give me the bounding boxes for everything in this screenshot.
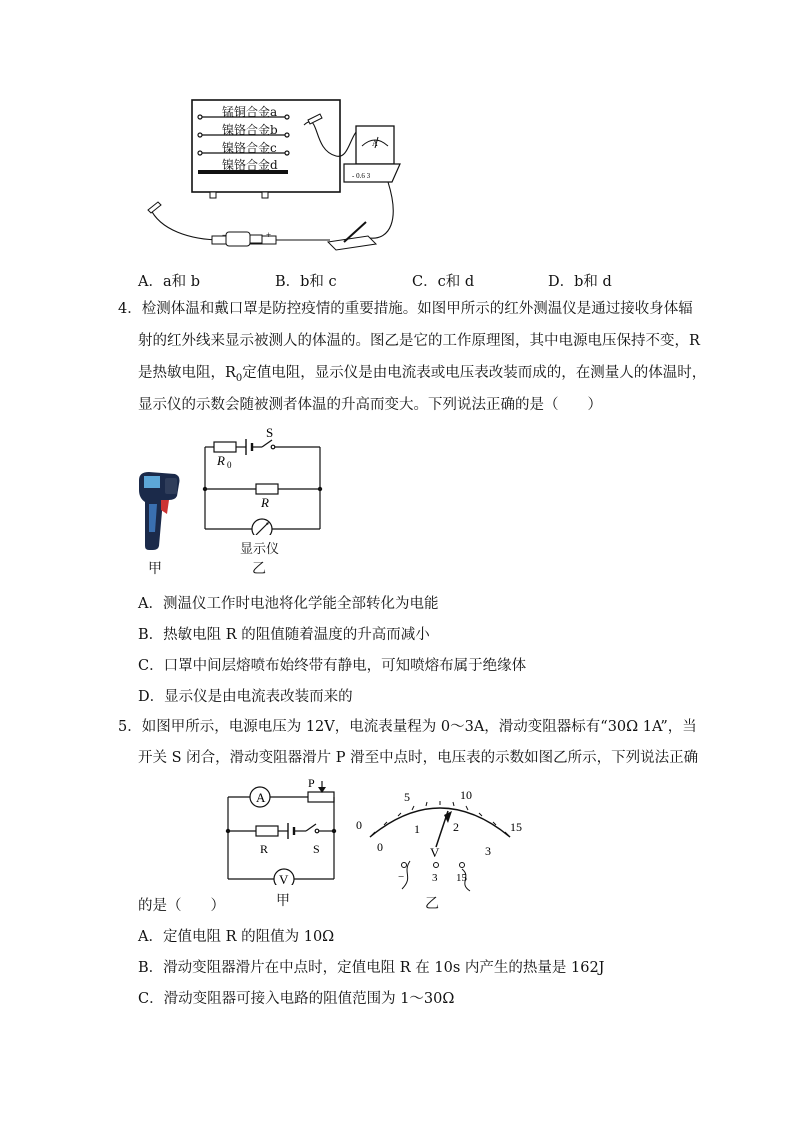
q5-option-c[interactable]: C．滑动变阻器可接入电路的阻值范围为 1～30Ω xyxy=(138,991,455,1007)
q5-switch-label: S xyxy=(313,842,320,856)
q4-option-d[interactable]: D．显示仪是由电流表改装而来的 xyxy=(138,689,353,705)
q4-r0-sub: 0 xyxy=(227,460,232,470)
r0-subscript: 0 xyxy=(235,372,243,384)
board-label-a: 锰铜合金a xyxy=(222,105,278,119)
q4-option-b[interactable]: B．热敏电阻 R 的阻值随着温度的升高而减小 xyxy=(138,627,430,643)
battery-minus: − xyxy=(222,230,228,240)
q4-line-3a: 是热敏电阻，R xyxy=(138,365,236,381)
q4-switch-label: S xyxy=(266,425,274,440)
q5-option-a[interactable]: A．定值电阻 R 的阻值为 10Ω xyxy=(138,929,335,945)
q4-r-label: R xyxy=(261,495,269,510)
dial-outer-0: 0 xyxy=(356,818,362,832)
q4-option-c[interactable]: C．口罩中间层熔喷布始终带有静电，可知喷熔布属于绝缘体 xyxy=(138,658,527,674)
battery-plus: + xyxy=(266,230,272,240)
q3-option-d[interactable]: D．b和 d xyxy=(548,274,612,290)
dial-inner-0: 0 xyxy=(377,840,383,854)
board-label-d: 镍铬合金d xyxy=(222,158,278,172)
q4-line-4: 显示仪的示数会随被测者体温的升高而变大。下列说法正确的是（ ） xyxy=(138,397,602,413)
q5-fig-yi-caption: 乙 xyxy=(425,896,439,912)
dial-terminal-minus: − xyxy=(398,871,405,883)
q3-option-b[interactable]: B．b和 c xyxy=(275,274,337,290)
q4-r0-label: R xyxy=(217,453,225,468)
ammeter-terminals: - 0.6 3 xyxy=(352,172,371,180)
q5-resistor-label: R xyxy=(260,842,269,856)
board-label-b: 镍铬合金b xyxy=(222,123,278,137)
q4-line-1: 4．检测体温和戴口罩是防控疫情的重要措施。如图甲所示的红外测温仪是通过接收身体辐 xyxy=(118,301,693,317)
q3-option-a[interactable]: A．a和 b xyxy=(138,274,201,290)
dial-meter-symbol: V xyxy=(430,845,440,860)
dial-inner-1: 1 xyxy=(414,822,420,836)
dial-outer-15: 15 xyxy=(510,820,522,834)
q5-line-2: 开关 S 闭合，滑动变阻器滑片 P 滑至中点时，电压表的示数如图乙所示，下列说法正确 xyxy=(138,750,699,766)
q5-voltmeter-symbol: V xyxy=(279,872,289,885)
q5-slider-label: P xyxy=(308,776,315,790)
q5-circuit-diagram xyxy=(222,775,342,885)
dial-terminal-15: 15 xyxy=(456,872,467,884)
q4-circuit-diagram xyxy=(200,425,330,535)
q5-option-b[interactable]: B．滑动变阻器滑片在中点时，定值电阻 R 在 10s 内产生的热量是 162J xyxy=(138,960,605,976)
dial-terminal-3: 3 xyxy=(432,872,438,884)
q4-fig-yi-caption: 乙 xyxy=(252,561,266,577)
board-label-c: 镍铬合金c xyxy=(222,141,277,155)
dial-inner-2: 2 xyxy=(453,820,459,834)
q5-fig-jia-caption: 甲 xyxy=(276,893,290,909)
q3-option-c[interactable]: C．c和 d xyxy=(412,274,475,290)
q5-line-1: 5．如图甲所示，电源电压为 12V，电流表量程为 0～3A，滑动变阻器标有“30Ω 1A”，当 xyxy=(118,719,697,735)
q5-ammeter-symbol: A xyxy=(256,790,266,805)
dial-inner-3: 3 xyxy=(485,844,491,858)
dial-outer-5: 5 xyxy=(404,790,410,804)
q4-line-2: 射的红外线来显示被测人的体温的。图乙是它的工作原理图，其中电源电压保持不变，R xyxy=(138,333,700,349)
q5-voltmeter-dial xyxy=(352,785,532,905)
ammeter-symbol: A xyxy=(372,139,378,148)
q5-line-3: 的是（ ） xyxy=(138,898,225,914)
dial-outer-10: 10 xyxy=(460,788,472,802)
q4-fig-jia-caption: 甲 xyxy=(148,561,162,577)
q4-display-label: 显示仪 xyxy=(240,542,280,557)
infrared-thermometer-image xyxy=(135,470,185,552)
q4-line-3b: 定值电阻，显示仪是由电流表或电压表改装而成的，在测量人的体温时， xyxy=(242,365,707,381)
q4-line-3 xyxy=(138,362,706,390)
q4-option-a[interactable]: A．测温仪工作时电池将化学能全部转化为电能 xyxy=(138,596,439,612)
